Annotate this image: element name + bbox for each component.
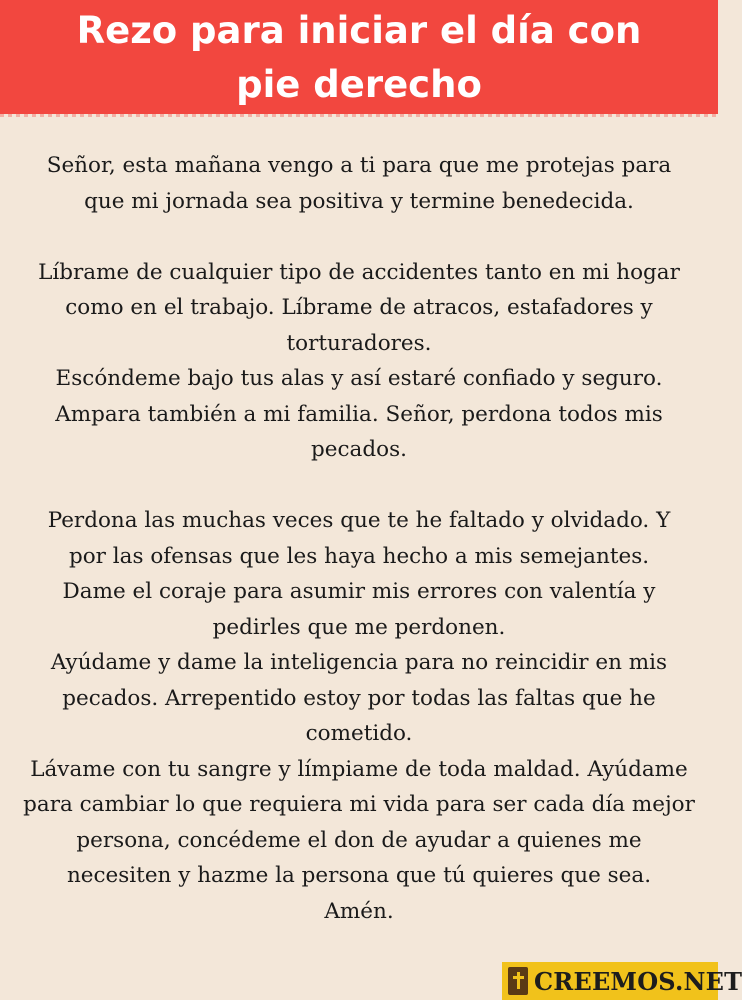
text-line: persona, concédeme el don de ayudar a quienes me (76, 827, 642, 853)
paragraph-spacer (6, 219, 712, 255)
text-line: por las ofensas que les haya hecho a mis semejantes. (68, 543, 650, 569)
prayer-paragraph-2 (6, 255, 712, 468)
prayer-text (6, 148, 712, 929)
page-title-line-2: pie derecho (236, 63, 482, 106)
text-line: Lávame con tu sangre y límpiame de toda maldad. Ayúdame (30, 756, 688, 782)
text-line: Escóndeme bajo tus alas y así estaré confiado y seguro. (55, 366, 663, 391)
prayer-paragraph-3 (6, 503, 712, 929)
text-line: Líbrame de cualquier tipo de accidentes tanto en mi hogar (38, 259, 680, 285)
text-line: Amén. (324, 898, 394, 924)
paragraph-spacer (6, 468, 712, 504)
page-title-line-1: Rezo para iniciar el día con (76, 9, 642, 52)
bible-cross-icon (508, 967, 528, 995)
prayer-paragraph-1 (6, 148, 712, 219)
text-line: Ampara también a mi familia. Señor, perdona todos mis (55, 401, 663, 427)
text-line: para cambiar lo que requiera mi vida para ser cada día mejor (23, 792, 695, 817)
text-line: Ayúdame y dame la inteligencia para no reincidir en mis (50, 650, 668, 675)
text-line: pecados. (311, 437, 407, 462)
text-line: que mi jornada sea positiva y termine benedecida. (84, 188, 634, 214)
text-line: Perdona las muchas veces que te he faltado y olvidado. Y (47, 508, 671, 533)
text-line: cometido. (305, 721, 413, 746)
site-logo-text: CREEMOS.NET (534, 966, 742, 996)
site-logo (502, 962, 742, 1000)
text-line: como en el trabajo. Líbrame de atracos, estafadores y (65, 295, 653, 320)
text-line: Señor, esta mañana vengo a ti para que me protejas para (46, 153, 672, 178)
text-line: pedirles que me perdonen. (212, 614, 506, 640)
title-banner (0, 0, 718, 114)
text-line: necesiten y hazme la persona que tú quieres que sea. (66, 863, 652, 888)
text-line: pecados. Arrepentido estoy por todas las faltas que he (62, 685, 656, 711)
text-line: torturadores. (286, 330, 432, 356)
text-line: Dame el coraje para asumir mis errores con valentía y (62, 579, 656, 604)
